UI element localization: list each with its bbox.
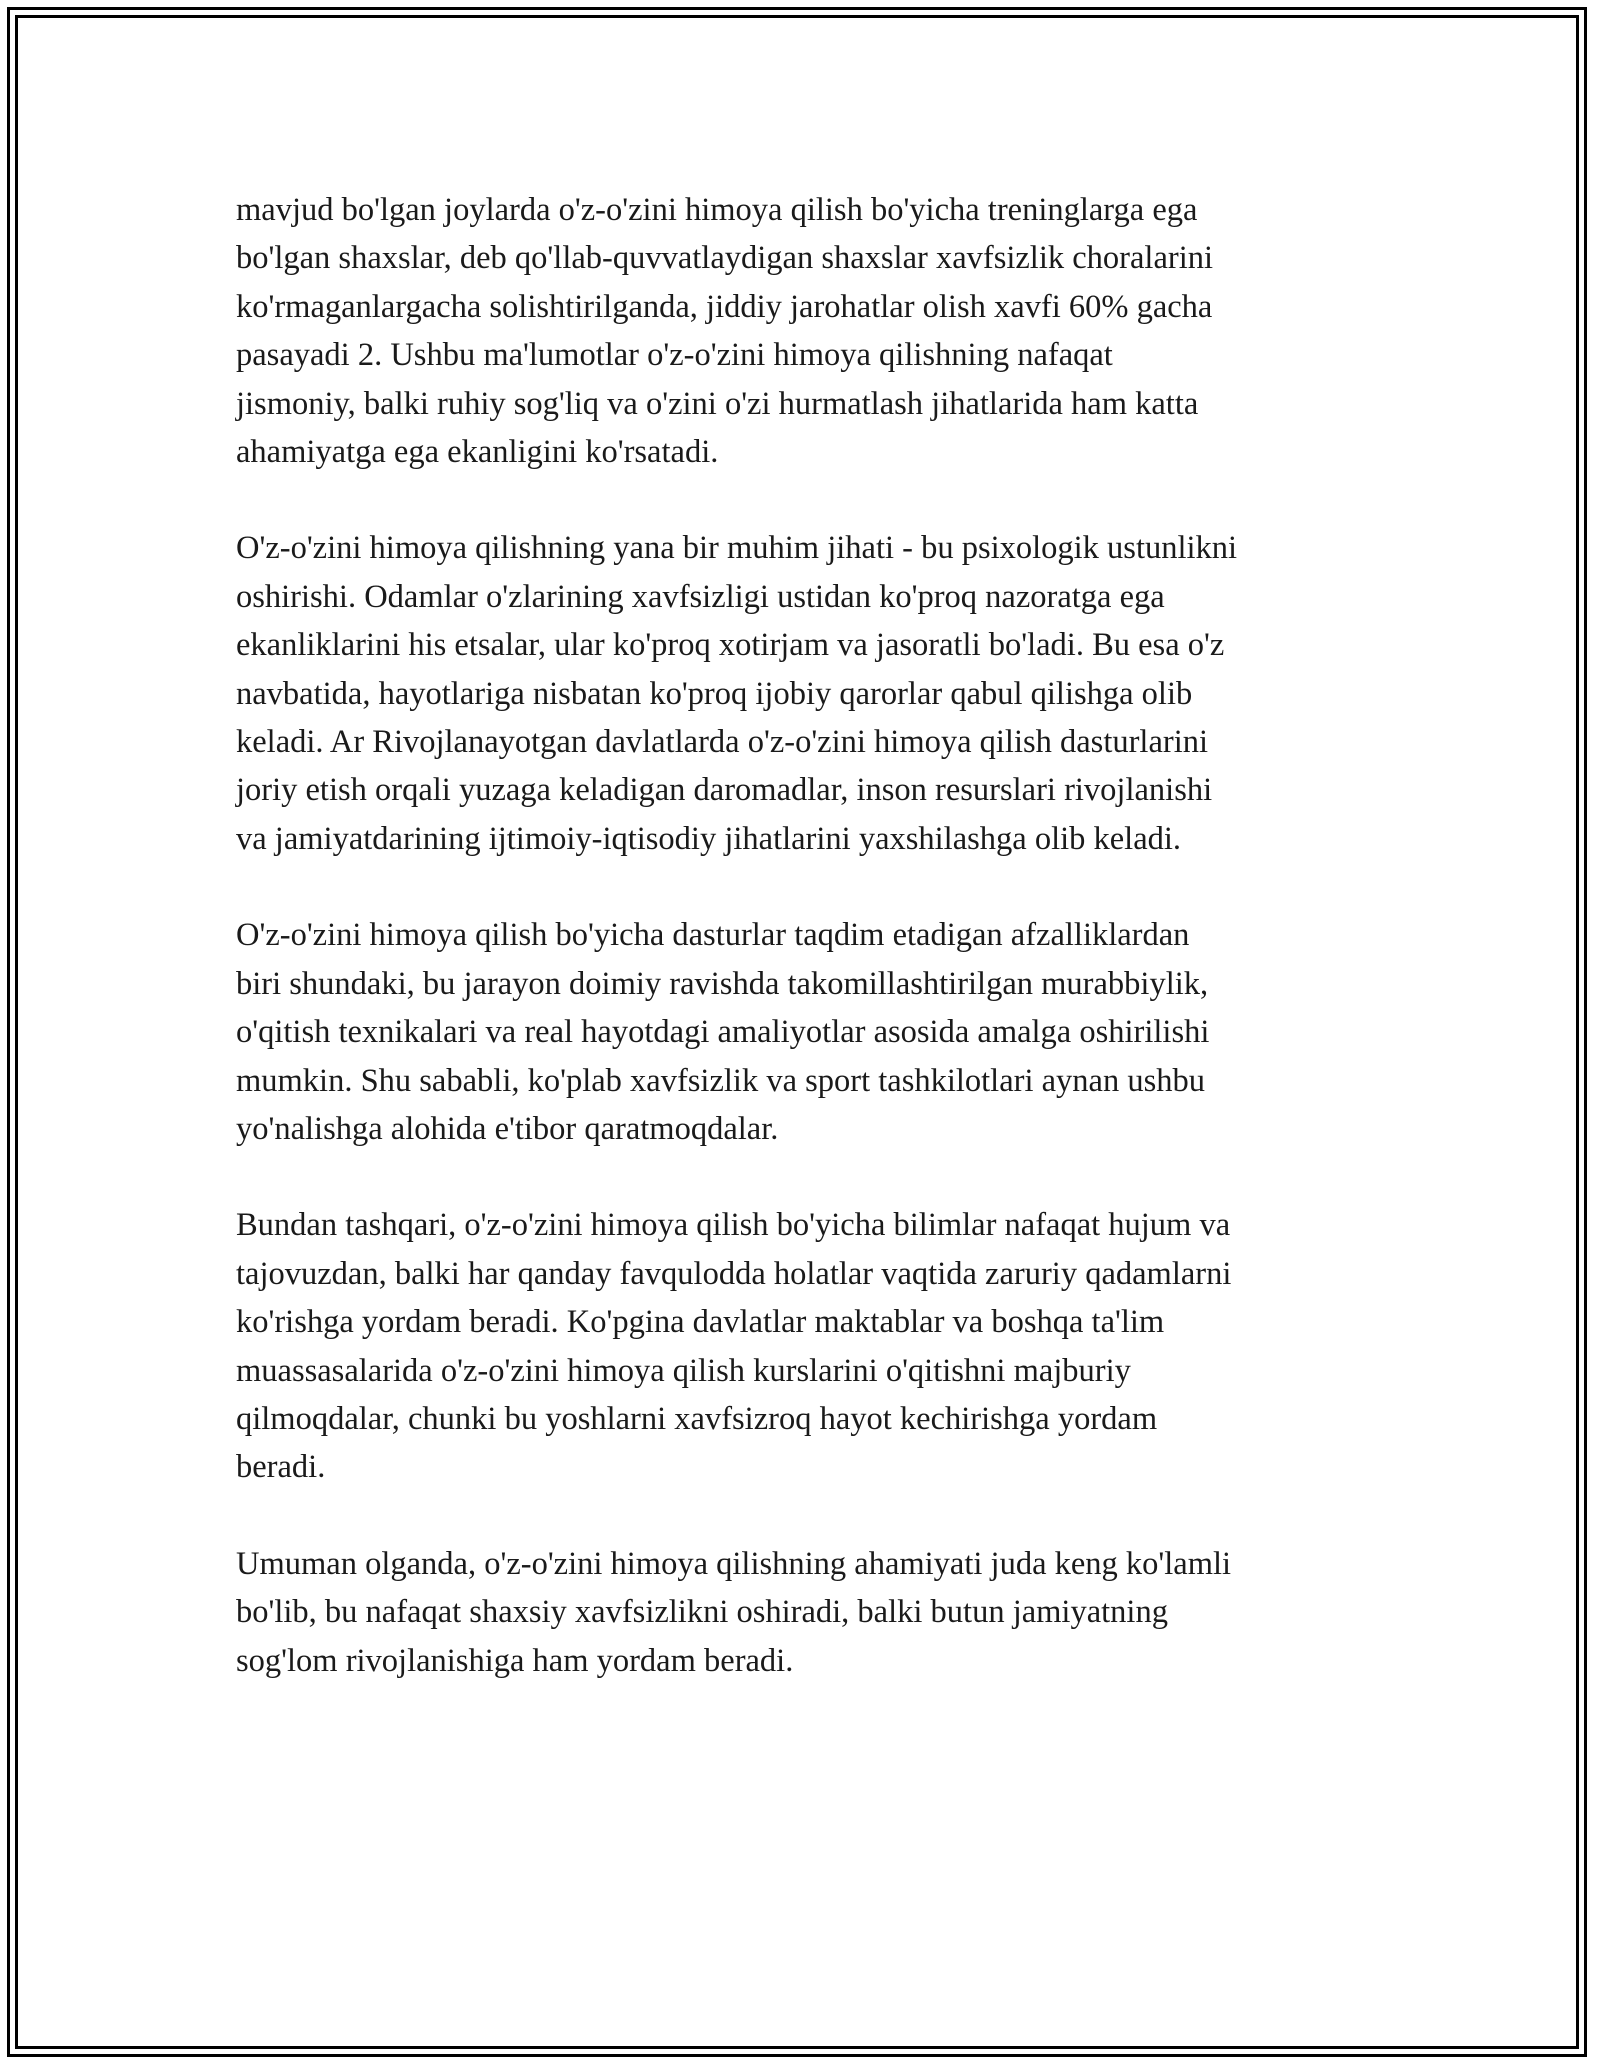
text-line: biri shundaki, bu jarayon doimiy ravishda takomillashtirilgan murabbiylik,	[236, 965, 1209, 1002]
text-line: beradi.	[236, 1449, 326, 1486]
text-line: oshirishi. Odamlar o'zlarining xavfsizligi ustidan ko'proq nazoratga ega	[236, 578, 1165, 615]
text-line: pasayadi 2. Ushbu ma'lumotlar o'z-o'zini himoya qilishning nafaqat	[236, 337, 1113, 374]
text-line: ahamiyatga ega ekanligini ko'rsatadi.	[236, 434, 719, 471]
text-line: ekanliklarini his etsalar, ular ko'proq xotirjam va jasoratli bo'ladi. Bu esa o'z	[236, 627, 1225, 664]
text-line: ko'rmaganlargacha solishtirilganda, jiddiy jarohatlar olish xavfi 60% gacha	[236, 288, 1213, 325]
text-line: Umuman olganda, o'z-o'zini himoya qilishning ahamiyati juda keng ko'lamli	[236, 1545, 1232, 1582]
text-line: yo'nalishga alohida e'tibor qaratmoqdalar.	[236, 1110, 779, 1147]
text-line: keladi. Ar Rivojlanayotgan davlatlarda o'z-o'zini himoya qilish dasturlarini	[236, 724, 1209, 761]
text-line: o'qitish texnikalari va real hayotdagi amaliyotlar asosida amalga oshirilishi	[236, 1014, 1210, 1051]
text-line: Bundan tashqari, o'z-o'zini himoya qilish bo'yicha bilimlar nafaqat hujum va	[236, 1207, 1231, 1244]
paragraph	[236, 911, 1376, 1153]
text-line: muassasalarida o'z-o'zini himoya qilish kurslarini o'qitishni majburiy	[236, 1352, 1131, 1389]
text-line: bo'lgan shaxslar, deb qo'llab-quvvatlaydigan shaxslar xavfsizlik choralarini	[236, 240, 1213, 277]
text-line: ko'rishga yordam beradi. Ko'pgina davlatlar maktablar va boshqa ta'lim	[236, 1304, 1165, 1341]
paragraph	[236, 186, 1376, 476]
text-line: tajovuzdan, balki har qanday favqulodda holatlar vaqtida zaruriy qadamlarni	[236, 1255, 1232, 1292]
text-line: joriy etish orqali yuzaga keladigan daromadlar, inson resurslari rivojlanishi	[236, 772, 1213, 809]
paragraph	[236, 1540, 1376, 1685]
text-line: mumkin. Shu sababli, ko'plab xavfsizlik va sport tashkilotlari aynan ushbu	[236, 1062, 1205, 1099]
text-line: navbatida, hayotlariga nisbatan ko'proq ijobiy qarorlar qabul qilishga olib	[236, 675, 1193, 712]
paragraph	[236, 524, 1376, 863]
text-line: qilmoqdalar, chunki bu yoshlarni xavfsizroq hayot kechirishga yordam	[236, 1400, 1158, 1437]
text-line: O'z-o'zini himoya qilishning yana bir muhim jihati - bu psixologik ustunlikni	[236, 530, 1238, 567]
text-line: mavjud bo'lgan joylarda o'z-o'zini himoya qilish bo'yicha treninglarga ega	[236, 192, 1198, 228]
document-body	[236, 186, 1376, 1733]
text-line: sog'lom rivojlanishiga ham yordam beradi.	[236, 1642, 794, 1679]
text-line: bo'lib, bu nafaqat shaxsiy xavfsizlikni oshiradi, balki butun jamiyatning	[236, 1594, 1168, 1631]
text-line: O'z-o'zini himoya qilish bo'yicha dasturlar taqdim etadigan afzalliklardan	[236, 917, 1190, 954]
text-line: va jamiyatdarining ijtimoiy-iqtisodiy jihatlarini yaxshilashga olib keladi.	[236, 820, 1182, 857]
paragraph	[236, 1201, 1376, 1491]
text-line: jismoniy, balki ruhiy sog'liq va o'zini o'zi hurmatlash jihatlarida ham katta	[236, 385, 1199, 422]
